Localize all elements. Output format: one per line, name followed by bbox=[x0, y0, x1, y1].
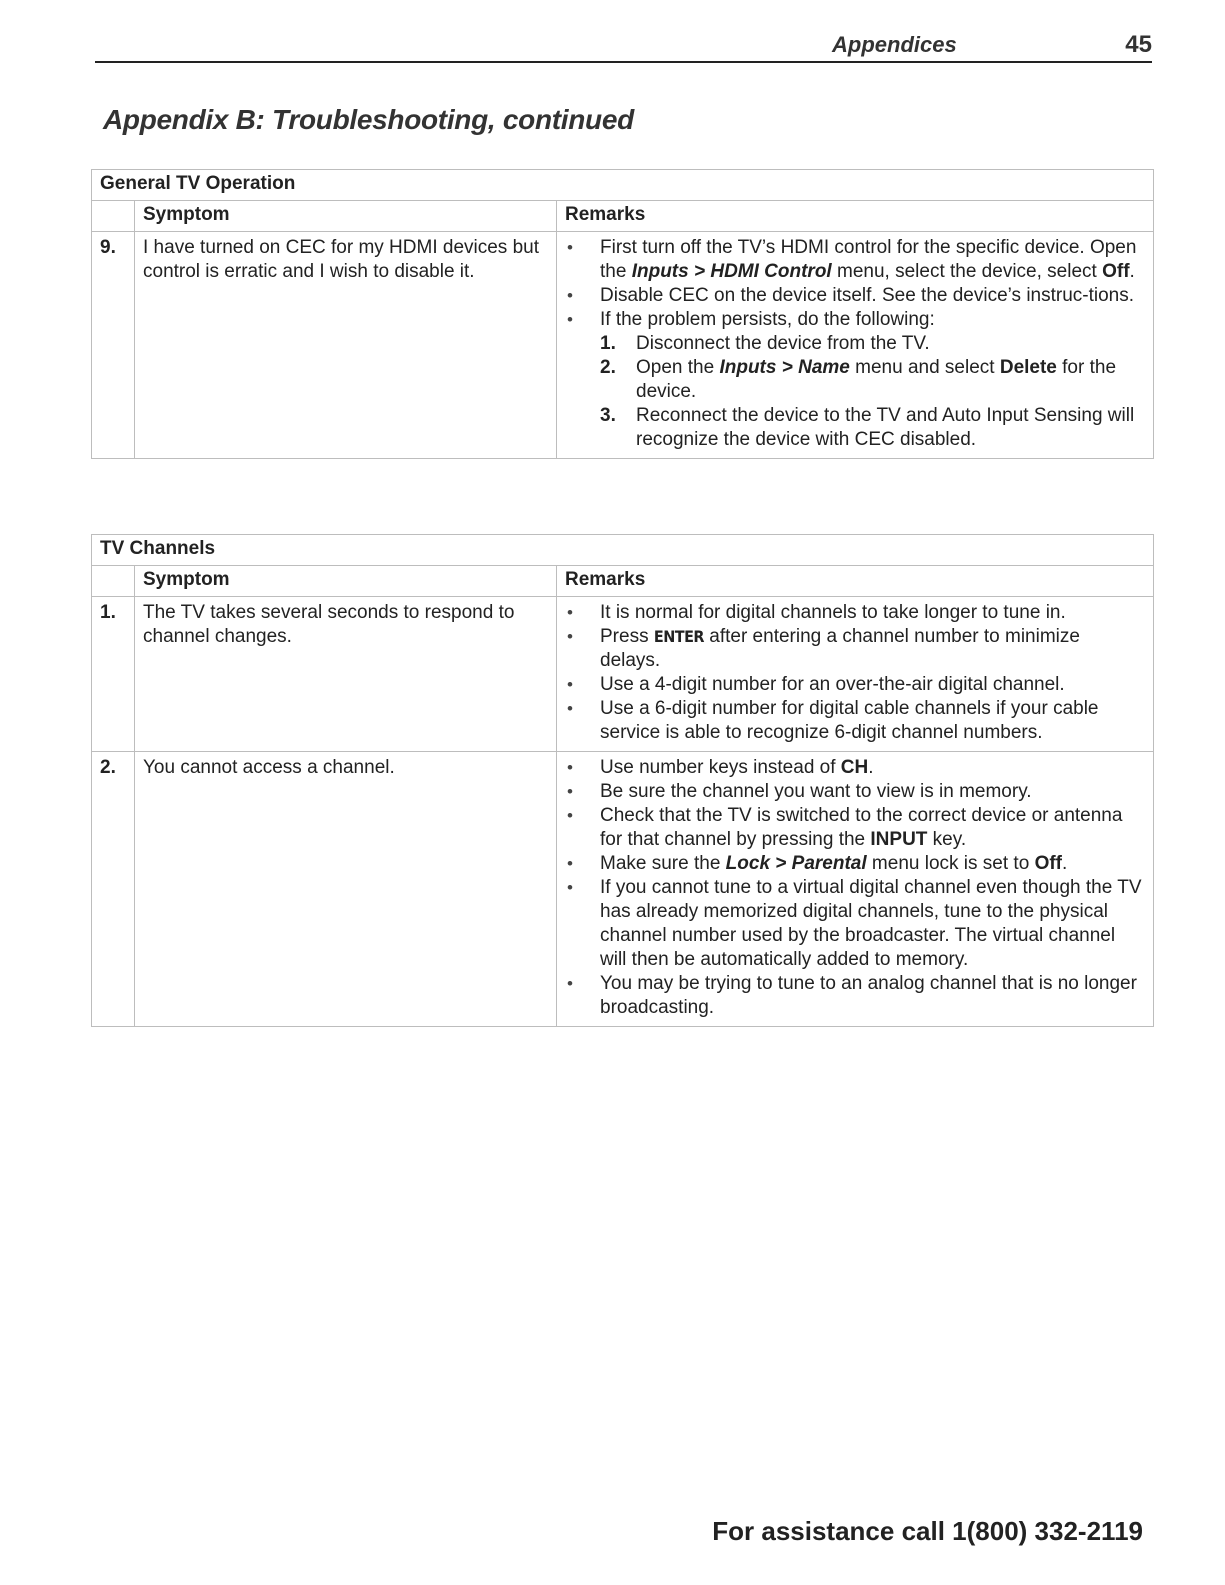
tv-channels-table bbox=[91, 534, 1154, 1027]
remark-item bbox=[565, 625, 1145, 673]
step-text: for the device. bbox=[636, 357, 1117, 402]
remark-item bbox=[565, 697, 1145, 745]
step-number: 1. bbox=[600, 333, 616, 354]
menu-path-inputs-name: Inputs > Name bbox=[719, 357, 850, 378]
setting-off: Off bbox=[1102, 261, 1130, 282]
symptom-header: Symptom bbox=[135, 201, 557, 232]
remarks-header: Remarks bbox=[557, 201, 1154, 232]
symptom-header: Symptom bbox=[135, 566, 557, 597]
step-item bbox=[600, 356, 1145, 404]
step-text: Reconnect the device to the TV and Auto Input Sensing will recognize the device with CEC disabled. bbox=[636, 405, 1135, 450]
menu-path-lock-parental: Lock > Parental bbox=[725, 853, 867, 874]
steps-list bbox=[600, 332, 1145, 452]
remark-item bbox=[565, 804, 1145, 852]
remark-item bbox=[565, 780, 1145, 804]
row-number: 9. bbox=[92, 232, 135, 459]
remark-text: menu lock is set to bbox=[866, 853, 1035, 874]
table-row bbox=[92, 597, 1154, 752]
setting-delete: Delete bbox=[999, 357, 1057, 378]
step-number: 2. bbox=[600, 357, 616, 378]
setting-off: Off bbox=[1034, 853, 1062, 874]
remarks-cell bbox=[557, 597, 1154, 752]
remark-text: It is normal for digital channels to take longer to tune in. bbox=[600, 602, 1066, 623]
remark-item bbox=[565, 756, 1145, 780]
remarks-cell bbox=[557, 232, 1154, 459]
remark-text: menu, select the device, select bbox=[831, 261, 1103, 282]
remark-item bbox=[565, 972, 1145, 1020]
key-input: INPUT bbox=[870, 829, 928, 850]
remark-text: Use number keys instead of bbox=[600, 757, 841, 778]
table-row bbox=[92, 752, 1154, 1027]
remark-item bbox=[565, 236, 1145, 284]
remarks-header: Remarks bbox=[557, 566, 1154, 597]
step-text: menu and select bbox=[849, 357, 1000, 378]
remark-text: Press bbox=[600, 626, 654, 647]
remark-text: key. bbox=[927, 829, 967, 850]
remark-text: Disable CEC on the device itself. See the device’s instruc-tions. bbox=[600, 285, 1135, 306]
remark-text: after entering a channel number to minimize delays. bbox=[600, 626, 1080, 671]
remark-item bbox=[565, 876, 1145, 972]
remark-text: . bbox=[868, 757, 874, 778]
running-header-section: Appendices bbox=[832, 32, 957, 57]
step-item bbox=[600, 404, 1145, 452]
remark-text: Use a 6-digit number for digital cable channels if your cable service is able to recognize 6-digit channel numbers. bbox=[600, 698, 1099, 743]
step-item bbox=[600, 332, 1145, 356]
general-tv-operation-table bbox=[91, 169, 1154, 459]
remark-item bbox=[565, 308, 1145, 452]
table-section-title: General TV Operation bbox=[92, 170, 1154, 201]
number-header-cell bbox=[92, 566, 135, 597]
row-number: 2. bbox=[92, 752, 135, 1027]
symptom-cell: I have turned on CEC for my HDMI devices but control is erratic and I wish to disable it. bbox=[135, 232, 557, 459]
key-enter: ENTER bbox=[653, 627, 704, 646]
remark-text: You may be trying to tune to an analog channel that is no longer broadcasting. bbox=[600, 973, 1137, 1018]
remark-item bbox=[565, 284, 1145, 308]
step-text: Open the bbox=[636, 357, 720, 378]
table-row bbox=[92, 232, 1154, 459]
step-number: 3. bbox=[600, 405, 616, 426]
remark-text: First turn off the TV’s HDMI control for the specific device. Open the bbox=[600, 237, 1137, 282]
page-title: Appendix B: Troubleshooting, continued bbox=[103, 104, 634, 135]
remark-text: . bbox=[1062, 853, 1068, 874]
remarks-cell bbox=[557, 752, 1154, 1027]
column-header-row bbox=[92, 201, 1154, 232]
remark-item bbox=[565, 673, 1145, 697]
remark-text: If the problem persists, do the following: bbox=[600, 309, 935, 330]
row-number: 1. bbox=[92, 597, 135, 752]
remark-text: If you cannot tune to a virtual digital channel even though the TV has already memorized digital channels, tune to the physical channel number used by the broadcaster. The virtual channel will then be automatically added to memory. bbox=[600, 877, 1142, 970]
column-header-row bbox=[92, 566, 1154, 597]
step-text: Disconnect the device from the TV. bbox=[636, 333, 930, 354]
symptom-cell: The TV takes several seconds to respond to channel changes. bbox=[135, 597, 557, 752]
remark-item bbox=[565, 852, 1145, 876]
assistance-footer: For assistance call 1(800) 332-2119 bbox=[712, 1516, 1143, 1546]
remark-text: Be sure the channel you want to view is in memory. bbox=[600, 781, 1032, 802]
symptom-cell: You cannot access a channel. bbox=[135, 752, 557, 1027]
header-rule bbox=[95, 61, 1152, 63]
remark-text: . bbox=[1129, 261, 1135, 282]
menu-path-inputs-hdmi-control: Inputs > HDMI Control bbox=[631, 261, 832, 282]
page-number: 45 bbox=[1125, 31, 1152, 58]
remark-text: Make sure the bbox=[600, 853, 726, 874]
table-section-title: TV Channels bbox=[92, 535, 1154, 566]
remark-text: Check that the TV is switched to the correct device or antenna for that channel by pressing the bbox=[600, 805, 1123, 850]
number-header-cell bbox=[92, 201, 135, 232]
remark-item bbox=[565, 601, 1145, 625]
remark-text: Use a 4-digit number for an over-the-air digital channel. bbox=[600, 674, 1065, 695]
key-ch: CH bbox=[840, 757, 869, 778]
